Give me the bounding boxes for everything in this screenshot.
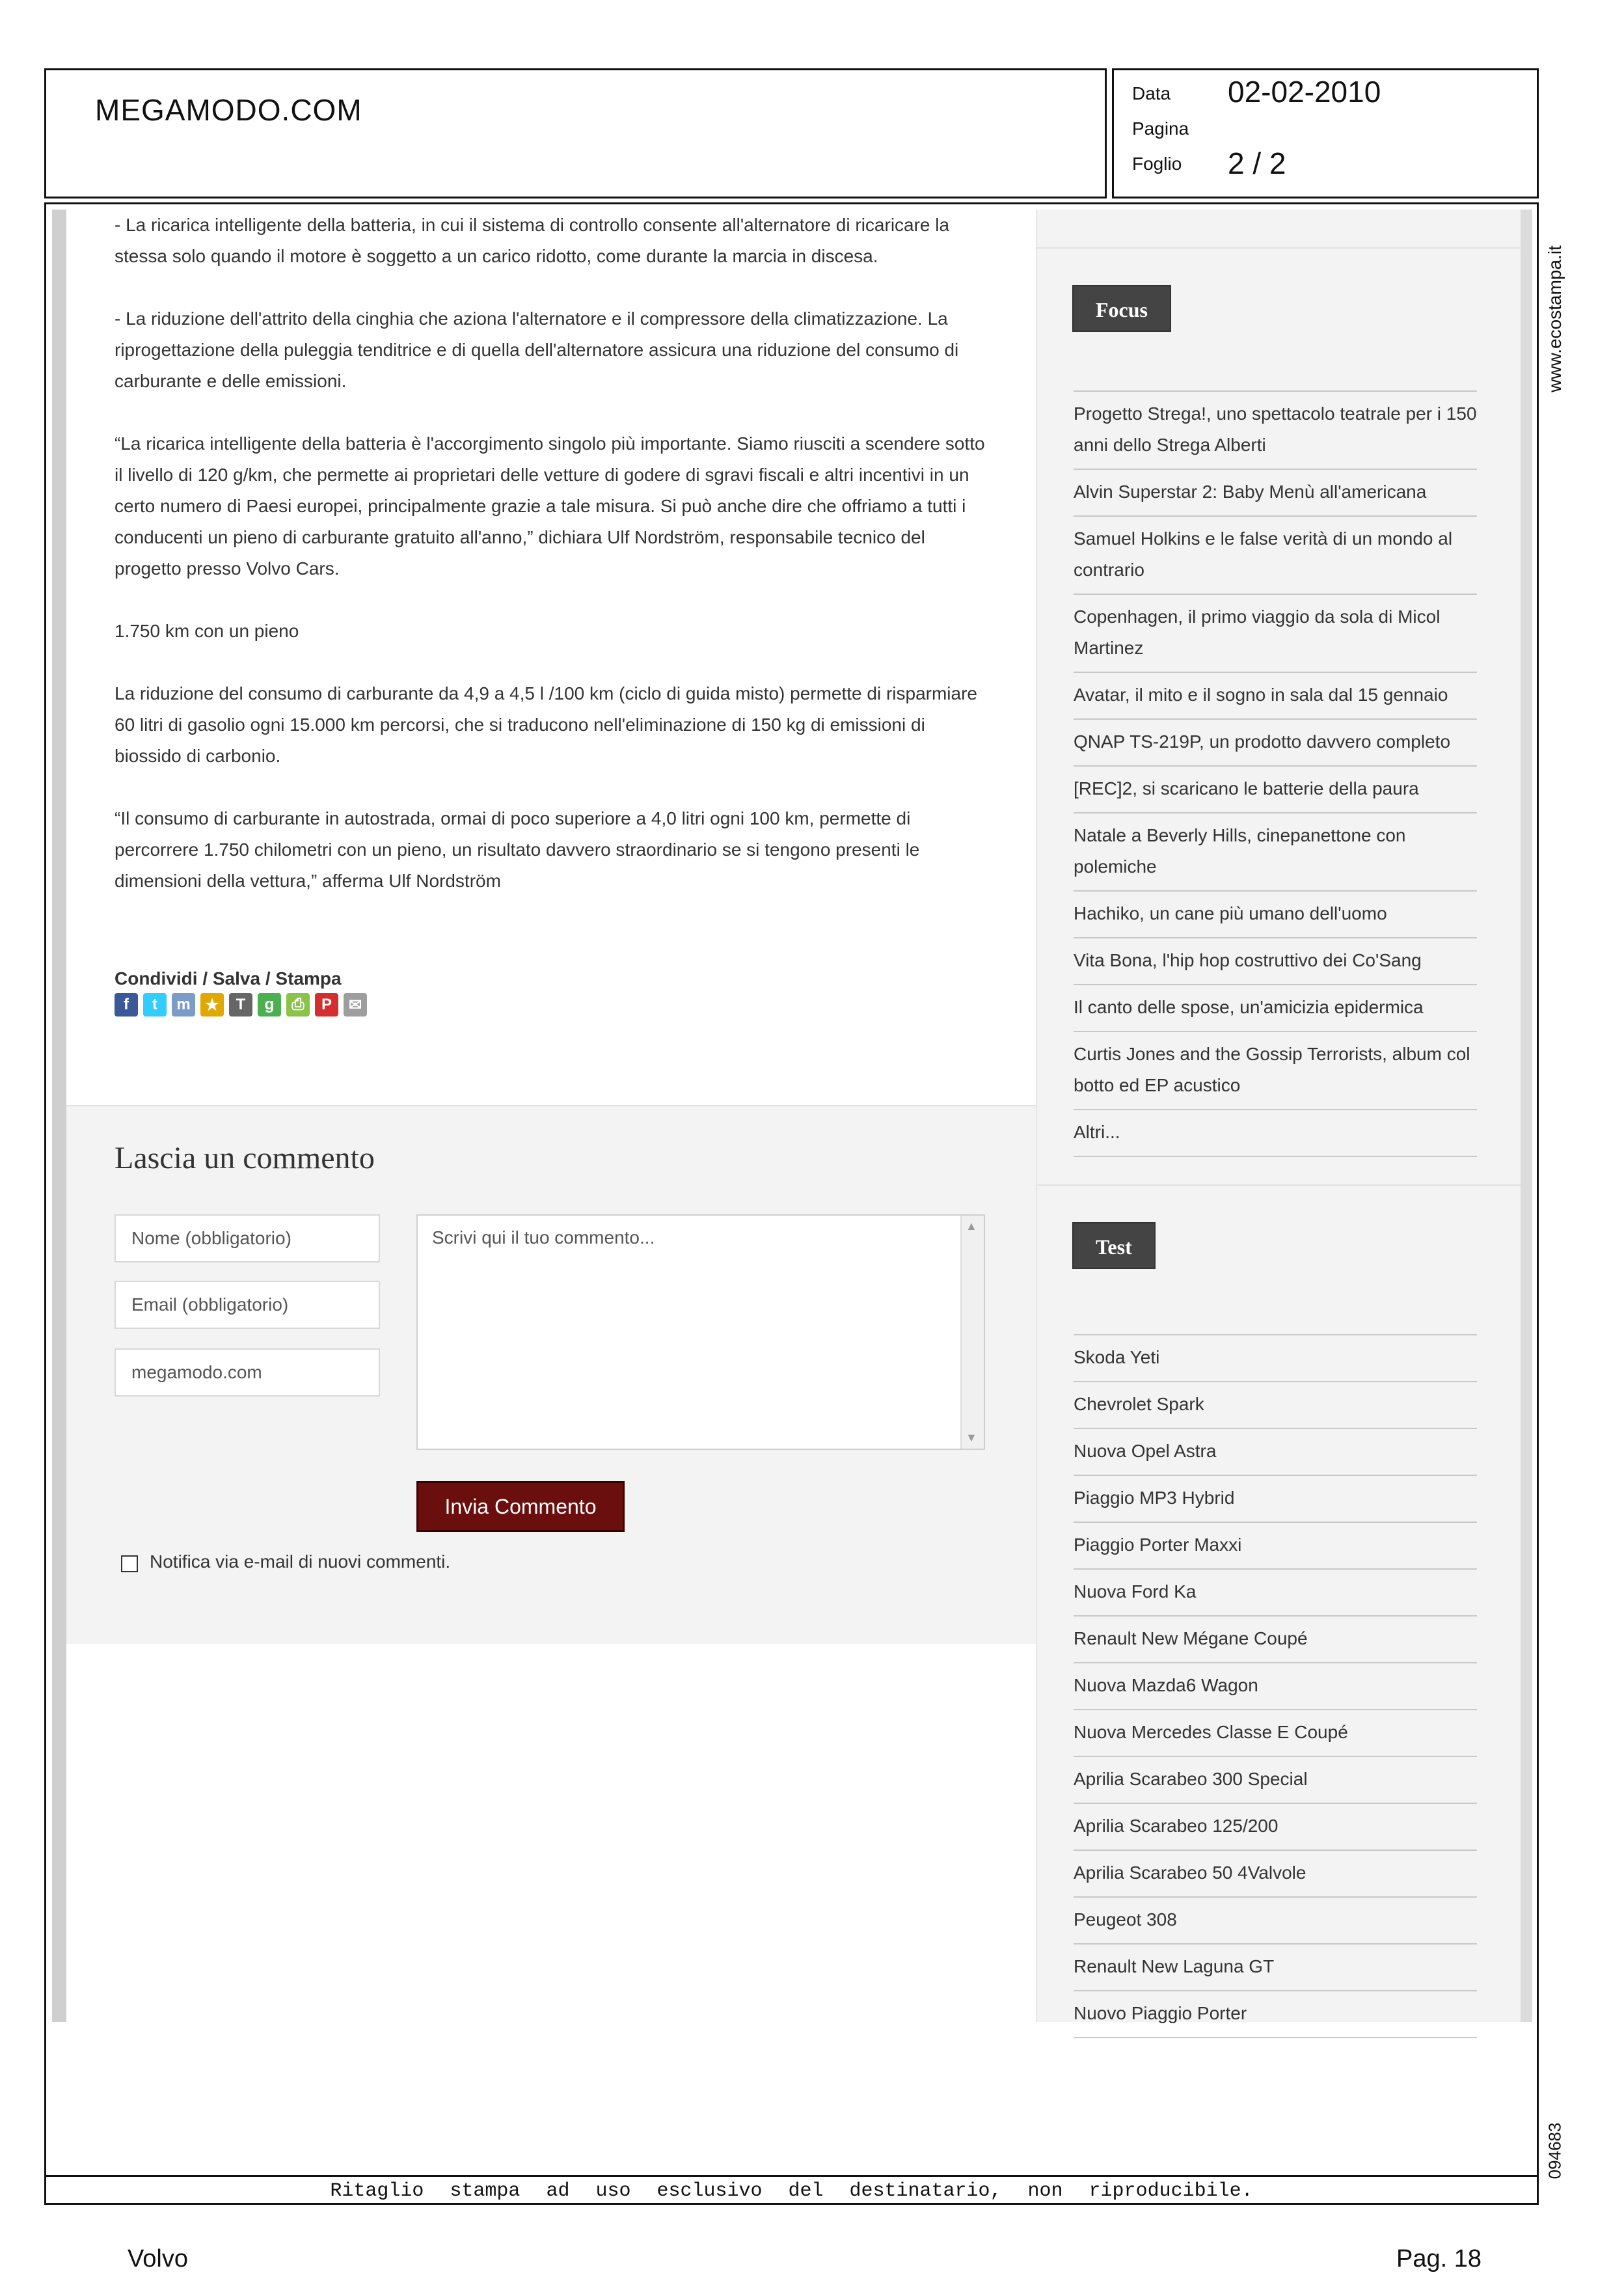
scroll-up-icon[interactable]: ▲ bbox=[966, 1220, 977, 1233]
focus-list bbox=[1074, 390, 1477, 1157]
focus-badge: Focus bbox=[1072, 285, 1171, 332]
test-badge: Test bbox=[1072, 1222, 1156, 1269]
print-icon[interactable]: ⎙ bbox=[286, 993, 310, 1017]
foglio-value: 2 / 2 bbox=[1228, 146, 1286, 180]
sidebar-link[interactable]: [REC]2, si scaricano le batterie della paura bbox=[1074, 765, 1477, 812]
sidebar-link[interactable]: Piaggio MP3 Hybrid bbox=[1074, 1475, 1477, 1522]
sidebar-link[interactable]: Renault New Laguna GT bbox=[1074, 1943, 1477, 1990]
sidebar-link[interactable]: Curtis Jones and the Gossip Terrorists, album col botto ed EP acustico bbox=[1074, 1031, 1477, 1109]
brand-label: Volvo bbox=[128, 2245, 188, 2272]
test-list bbox=[1074, 1334, 1477, 2038]
email-icon[interactable]: ✉ bbox=[344, 993, 367, 1017]
sidebar-section-divider bbox=[1036, 1184, 1521, 1186]
sidebar-link[interactable]: Copenhagen, il primo viaggio da sola di Micol Martinez bbox=[1074, 594, 1477, 672]
footer-divider bbox=[44, 2175, 1539, 2177]
article-paragraph: - La riduzione dell'attrito della cinghia che aziona l'alternatore e il compressore della climatizzazione. La riprogettazione della puleggia tenditrice e di quella dell'alternatore assicura una riduzione del consumo di carburante e delle emissioni. bbox=[115, 308, 959, 391]
submit-comment-button[interactable]: Invia Commento bbox=[416, 1481, 625, 1532]
name-input[interactable]: Nome (obbligatorio) bbox=[115, 1214, 380, 1262]
date-value: 02-02-2010 bbox=[1228, 75, 1381, 109]
margin-code-text: 094683 bbox=[1545, 2122, 1565, 2179]
share-icons-row bbox=[115, 993, 367, 1017]
publication-name: MEGAMODO.COM bbox=[95, 93, 362, 127]
article-subheading: 1.750 km con un pieno bbox=[115, 621, 299, 641]
technorati-icon[interactable]: T bbox=[229, 993, 252, 1017]
sidebar-link[interactable]: Natale a Beverly Hills, cinepanettone con polemiche bbox=[1074, 812, 1477, 890]
website-input[interactable]: megamodo.com bbox=[115, 1348, 380, 1397]
sidebar-link[interactable]: Chevrolet Spark bbox=[1074, 1381, 1477, 1428]
sidebar-link[interactable]: Renault New Mégane Coupé bbox=[1074, 1615, 1477, 1662]
frame-top-divider bbox=[44, 202, 1539, 204]
article-paragraph: “Il consumo di carburante in autostrada, ormai di poco superiore a 4,0 litri ogni 100 km, permette di percorrere 1.750 chilometri con un pieno, un risultato davvero straordinario se si tengono presenti le dimensioni della vettura,” afferma Ulf Nordström bbox=[115, 808, 920, 891]
notify-checkbox[interactable] bbox=[121, 1555, 138, 1572]
textarea-scrollbar[interactable] bbox=[960, 1216, 984, 1449]
footer-notice: Ritaglio stampa ad uso esclusivo del destinatario, non riproducibile. bbox=[330, 2180, 1253, 2202]
foglio-label: Foglio bbox=[1132, 154, 1182, 174]
comment-title: Lascia un commento bbox=[115, 1141, 375, 1175]
sidebar-link[interactable]: Samuel Holkins e le false verità di un mondo al contrario bbox=[1074, 515, 1477, 594]
right-border-bar bbox=[1521, 210, 1532, 2022]
pagina-label: Pagina bbox=[1132, 118, 1189, 139]
twitter-icon[interactable]: t bbox=[143, 993, 167, 1017]
sidebar-link[interactable]: Aprilia Scarabeo 300 Special bbox=[1074, 1756, 1477, 1803]
margin-site-url bbox=[1536, 221, 1575, 416]
sidebar-link[interactable]: Altri... bbox=[1074, 1109, 1477, 1157]
sidebar-link[interactable]: Vita Bona, l'hip hop costruttivo dei Co'Sang bbox=[1074, 937, 1477, 984]
sidebar-top-divider bbox=[1036, 247, 1521, 249]
left-border-bar bbox=[52, 210, 66, 2022]
scroll-down-icon[interactable]: ▼ bbox=[966, 1431, 977, 1444]
article-paragraph: “La ricarica intelligente della batteria è l'accorgimento singolo più importante. Siamo riusciti a scendere sotto il livello di 120 g/km, che permette ai proprietari delle vetture di godere di sgravi fiscali e altri incentivi in un certo numero di Paesi europei, principalmente grazie a tale misura. Si può anche dire che offriamo a tutti i conducenti un pieno di carburante gratuito all'anno,” dichiara Ulf Nordström, responsabile tecnico del progetto presso Volvo Cars. bbox=[115, 433, 985, 579]
google-bookmarks-icon[interactable]: g bbox=[258, 993, 281, 1017]
comment-textarea[interactable]: Scrivi qui il tuo commento... bbox=[416, 1214, 985, 1450]
sidebar-link[interactable]: Progetto Strega!, uno spettacolo teatrale per i 150 anni dello Strega Alberti bbox=[1074, 390, 1477, 469]
page-number: Pag. 18 bbox=[1396, 2245, 1482, 2272]
email-input[interactable]: Email (obbligatorio) bbox=[115, 1281, 380, 1329]
notify-label: Notifica via e-mail di nuovi commenti. bbox=[150, 1551, 451, 1572]
data-label: Data bbox=[1132, 83, 1171, 103]
sidebar-link[interactable]: Nuova Opel Astra bbox=[1074, 1428, 1477, 1475]
sidebar-link[interactable]: Nuovo Piaggio Porter bbox=[1074, 1990, 1477, 2038]
sidebar-link[interactable]: Hachiko, un cane più umano dell'uomo bbox=[1074, 890, 1477, 937]
margin-code bbox=[1536, 2108, 1575, 2193]
sidebar-link[interactable]: Il canto delle spose, un'amicizia epidermica bbox=[1074, 984, 1477, 1031]
myspace-icon[interactable]: m bbox=[172, 993, 195, 1017]
sidebar-link[interactable]: Avatar, il mito e il sogno in sala dal 15 gennaio bbox=[1074, 672, 1477, 718]
share-label: Condividi / Salva / Stampa bbox=[115, 968, 342, 989]
article-paragraph: La riduzione del consumo di carburante da 4,9 a 4,5 l /100 km (ciclo di guida misto) permette di risparmiare 60 litri di gasolio ogni 15.000 km percorsi, che si traducono nell'eliminazione di 150 kg di emissioni di biossido di carbonio. bbox=[115, 683, 977, 766]
header-info-box bbox=[1112, 68, 1539, 198]
article-paragraph: - La ricarica intelligente della batteria, in cui il sistema di controllo consente all'alternatore di ricaricare la stessa solo quando il motore è soggetto a un carico ridotto, come durante la marcia in discesa. bbox=[115, 215, 950, 266]
sidebar-link[interactable]: Piaggio Porter Maxxi bbox=[1074, 1522, 1477, 1568]
sidebar-link[interactable]: Aprilia Scarabeo 50 4Valvole bbox=[1074, 1849, 1477, 1896]
sidebar-link[interactable]: Nuova Mazda6 Wagon bbox=[1074, 1662, 1477, 1709]
sidebar-link[interactable]: Alvin Superstar 2: Baby Menù all'americana bbox=[1074, 469, 1477, 515]
facebook-icon[interactable]: f bbox=[115, 993, 138, 1017]
sidebar-link[interactable]: Aprilia Scarabeo 125/200 bbox=[1074, 1803, 1477, 1849]
header-publication-box bbox=[44, 68, 1107, 198]
sidebar-link[interactable]: Skoda Yeti bbox=[1074, 1334, 1477, 1381]
article-body bbox=[115, 210, 993, 928]
favorites-icon[interactable]: ★ bbox=[200, 993, 224, 1017]
sidebar-link[interactable]: Peugeot 308 bbox=[1074, 1896, 1477, 1943]
sidebar-link[interactable]: Nuova Mercedes Classe E Coupé bbox=[1074, 1709, 1477, 1756]
pdf-icon[interactable]: P bbox=[315, 993, 338, 1017]
sidebar-link[interactable]: QNAP TS-219P, un prodotto davvero completo bbox=[1074, 718, 1477, 765]
sidebar-link[interactable]: Nuova Ford Ka bbox=[1074, 1568, 1477, 1615]
margin-site-url-text: www.ecostampa.it bbox=[1545, 245, 1565, 392]
